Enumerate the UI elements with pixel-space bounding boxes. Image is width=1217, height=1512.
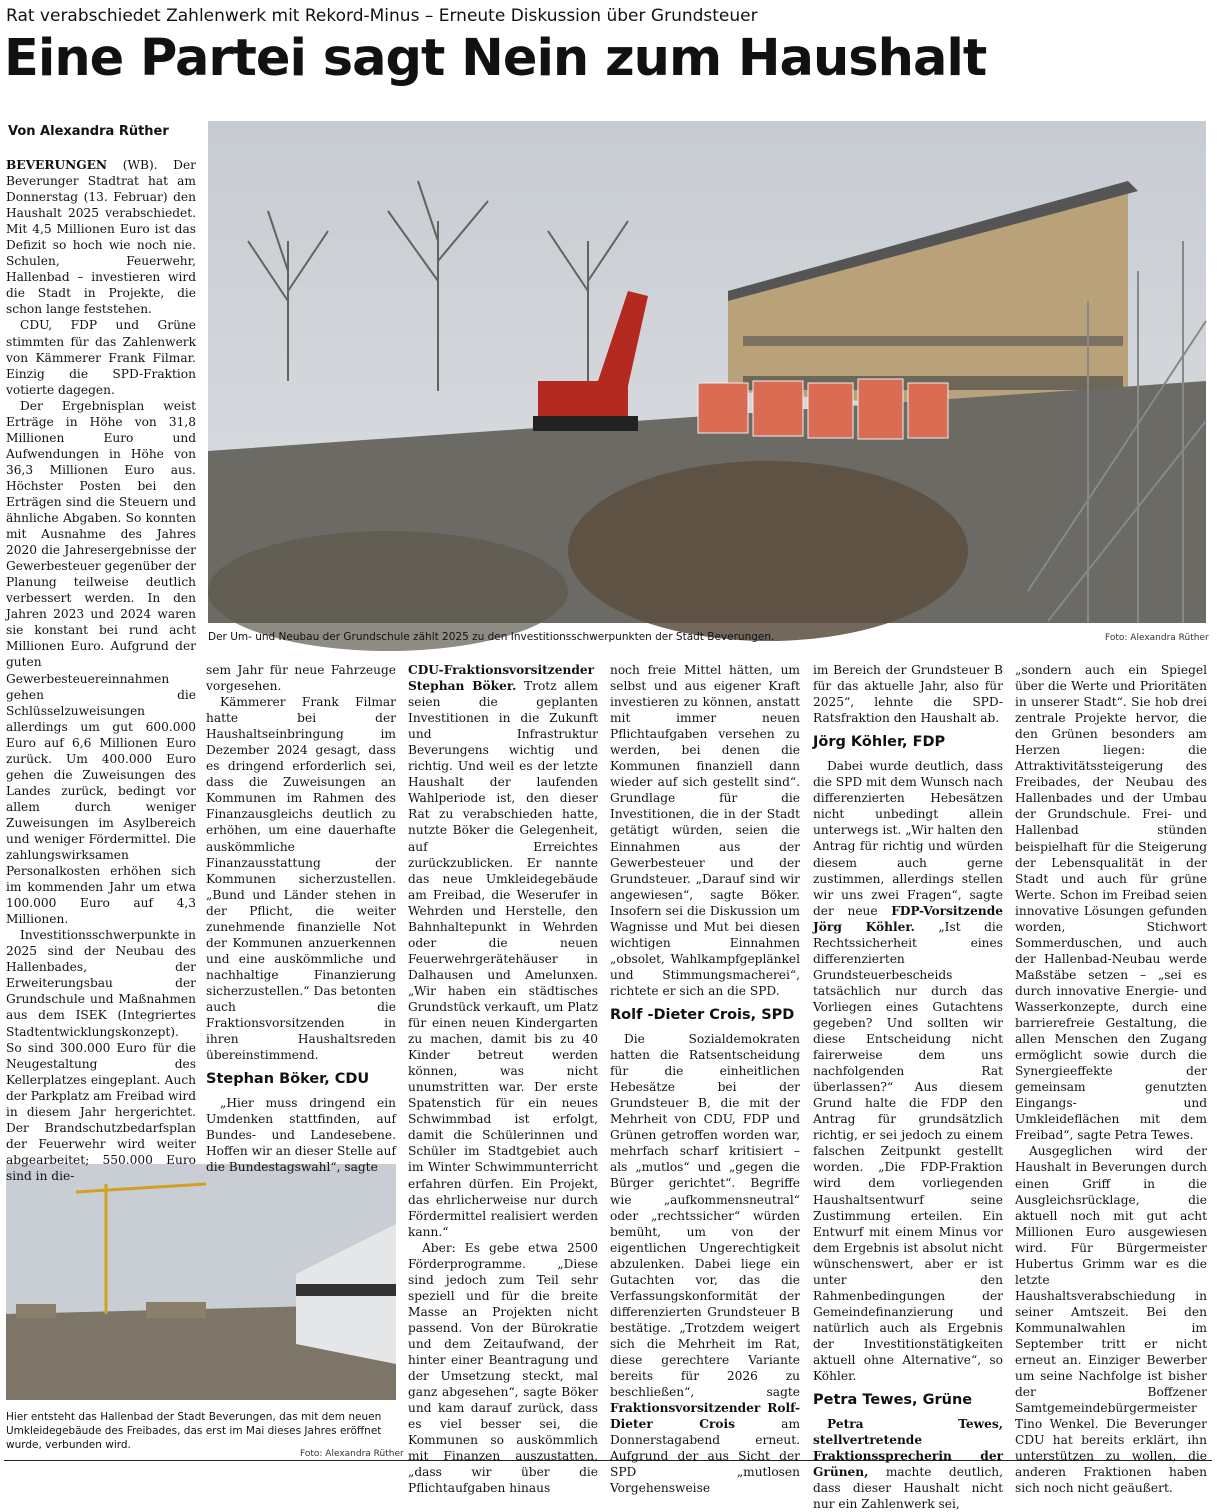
col5-p3: „Ist die Rechtssicherheit eines differenzierten Grundsteuerbescheids tatsächlich nur durch das Vorliegen eines Gutachtens gegeben? Und sollten wir diese Entscheidung nicht fairerweise dem uns nachfolgenden Rat überlassen?“ Aus diesem Grund halte die FDP den Antrag für grundsätzlich richtig, er sei jedoch zu einem falschen Zeitpunkt gestellt worden. „Die FDP-Fraktion wird dem vorliegenden Haushaltsentwurf seine Zustimmung erteilen. Ein Entwurf mit einem Minus vor dem Ergebnis ist absolut nicht wünschenswert, aber er ist unter den Rahmenbedingungen der Gemeindefinanzierung und natürlich auch als Ergebnis der Investitionstätigkeiten aktuell ohne Alternative“, so Köhler. bbox=[813, 919, 1003, 1384]
column-4 bbox=[610, 662, 800, 1496]
second-photo bbox=[6, 1164, 396, 1400]
second-photo-caption: Hier entsteht das Hallenbad der Stadt Beverungen, das mit dem neuen Umkleidegebäude des Freibades, das erst im Mai dieses Jahres eröffnet wurde, verbunden wird. bbox=[6, 1411, 382, 1451]
col1-p4: Investitionsschwerpunkte in 2025 sind der Neubau des Hallenbades, der Erweiterungsbau der Grundschule und Maßnahmen aus dem ISEK (Integriertes Stadtentwicklungskonzept). So sind 300.000 Euro für die Neugestaltung des Kellerplatzes eingeplant. Auch der Parkplatz am Freibad wird in diesem Jahr hergerichtet. Der Brandschutzbedarfsplan der Feuerwehr wird weiter abgearbeitet; 550.000 Euro sind in die- bbox=[6, 928, 196, 1183]
col5-p4: machte deutlich, dass dieser Haushalt nicht nur ein Zahlenwerk sei, bbox=[813, 1465, 1004, 1512]
column-3 bbox=[408, 662, 598, 1496]
col4-p3: am Donnerstagabend erneut. Aufgrund der aus Sicht der SPD „mutlosen Vorgehensweise bbox=[610, 1417, 800, 1496]
author-byline: Von Alexandra Rüther bbox=[8, 124, 169, 139]
col4-p1: noch freie Mittel hätten, um selbst und aus eigener Kraft investieren zu können, anstatt mit immer neuen Pflichtaufgaben versehen zu werden, bei denen die Kommunen finanziell dann wieder auf sich gestellt sind“. Grundlage für die Investitionen, die in der Stadt getätigt würden, seien die Einnahmen aus der Gewerbesteuer und der Grundsteuer. „Darauf sind wir angewiesen“, sagte Böker. Insofern sei die Diskussion um Wagnisse und Mut bei diesen wichtigen Einnahmen „obsolet, Wahlkampfgeplänkel und Stimmungsmacherei“, richtete er sich an die SPD. bbox=[610, 663, 800, 998]
kicker: Rat verabschiedet Zahlenwerk mit Rekord-Minus – Erneute Diskussion über Grundsteuer bbox=[6, 6, 758, 26]
column-1 bbox=[6, 157, 196, 1183]
main-photo-credit: Foto: Alexandra Rüther bbox=[1105, 633, 1209, 643]
column-6 bbox=[1015, 662, 1207, 1496]
lead-tewes: Petra Tewes, stellvertretende Fraktionssprecherin der Grünen, bbox=[813, 1417, 1003, 1480]
lead-boeker: CDU-Fraktionsvorsitzender Stephan Böker. bbox=[408, 663, 595, 694]
col6-p2: Ausgeglichen wird der Haushalt in Beverungen durch einen Griff in die Ausgleichsrücklage, die aktuell noch mit gut acht Millionen Euro ausgewiesen wird. Für Bürgermeister Hubertus Grimm war es die letzte Haushaltsverabschiedung in seiner Amtszeit. Bei den Kommunalwahlen im September tritt er nicht erneut an. Einziger Bewerber um seine Nachfolge ist bisher der Boffzener Samtgemeindebürgermeister Tino Wenkel. Die Beverunger CDU hat bereits erklärt, ihn unterstützen zu wollen, die anderen Fraktionen haben sich noch nicht geäußert. bbox=[1015, 1144, 1207, 1496]
subhead-koehler: Jörg Köhler, FDP bbox=[813, 734, 946, 751]
main-photo bbox=[208, 121, 1206, 623]
second-photo-credit: Foto: Alexandra Rüther bbox=[300, 1449, 404, 1459]
column-2 bbox=[206, 662, 396, 1175]
lead-koehler: FDP-Vorsitzende Jörg Köhler. bbox=[813, 903, 1003, 934]
dateline: BEVERUNGEN bbox=[6, 158, 108, 172]
column-5 bbox=[813, 662, 1004, 1512]
col2-p2: Kämmerer Frank Filmar hatte bei der Haushaltseinbringung im Dezember 2024 gesagt, dass es dringend erforderlich sei, dass die Zuweisungen an Kommunen im Rahmen des Finanzausgleichs deutlich zu erhöhen, um eine dauerhafte auskömmliche Finanzausstattung der Kommunen sicherzustellen. „Bund und Länder stehen in der Pflicht, die weiter zunehmende finanzielle Not der Kommunen anzuerkennen und eine auskömmliche und nachhaltige Finanzierung sicherzustellen.“ Das betonten auch die Fraktionsvorsitzenden in ihren Haushaltsreden übereinstimmend. bbox=[206, 695, 396, 1063]
subhead-crois: Rolf -Dieter Crois, SPD bbox=[610, 1006, 795, 1023]
headline: Eine Partei sagt Nein zum Haushalt bbox=[4, 29, 987, 88]
col3-p1: Trotz allem seien die geplanten Investitionen in die Zukunft und Infrastruktur Beverungens wichtig und richtig. Und weil es der letzte Haushalt der laufenden Wahlperiode ist, den dieser Rat zu verabschieden hatte, nutzte Böker die Gelegenheit, auf Erreichtes zurückzublicken. Er nannte das neue Umkleidegebäude am Freibad, die Weserufer in Wehrden und Herstelle, den Bahnhaltepunkt in Wehrden oder die neuen Feuerwehrgerätehäuser in Dalhausen und Amelunxen. „Wir haben ein städtisches Grundstück verkauft, um Platz für einen neuen Kindergarten zu machen, damit bis zu 40 Kinder betreut werden können, was nicht unumstritten war. Der erste Spatenstich für ein neues Schwimmbad ist erfolgt, damit die Schülerinnen und Schüler im Stadtgebiet auch im Winter Schwimmunterricht erfahren dürfen. Ein Projekt, das ehrlicherweise nur durch Fördermittel realisiert werden kann.“ bbox=[408, 679, 598, 1239]
col5-p1: im Bereich der Grundsteuer B für das aktuelle Jahr, also für 2025“, lehnte die SPD-Ratsfraktion den Haushalt ab. bbox=[813, 663, 1003, 726]
main-photo-caption: Der Um- und Neubau der Grundschule zählt 2025 zu den Investitionsschwerpunkten der Stadt Beverungen. bbox=[208, 631, 775, 643]
col2-p3: „Hier muss dringend ein Umdenken stattfinden, auf Bundes- und Landesebene. Hoffen wir an dieser Stelle auf die Bundestagswahl“, sagte bbox=[206, 1096, 396, 1175]
subhead-boeker: Stephan Böker, CDU bbox=[206, 1071, 370, 1088]
col1-p2: CDU, FDP und Grüne stimmten für das Zahlenwerk von Kämmerer Frank Filmar. Einzig die SPD-Fraktion votierte dagegen. bbox=[6, 318, 196, 397]
col2-p1: sem Jahr für neue Fahrzeuge vorgesehen. bbox=[206, 663, 396, 694]
col5-p2: Dabei wurde deutlich, dass die SPD mit dem Wunsch nach differenzierten Hebesätzen nicht unbedingt allein unterwegs ist. „Wir halten den Antrag für richtig und würden diesem auch gerne zustimmen, allerdings stellen wir uns zwei Fragen“, sagte der neue bbox=[813, 759, 1003, 918]
col1-p3: Der Ergebnisplan weist Erträge in Höhe von 31,8 Millionen Euro und Aufwendungen in Höhe von 36,3 Millionen Euro aus. Höchster Posten bei den Erträgen sind die Steuern und ähnliche Abgaben. So konnten mit Ausnahme des Jahres 2020 die Jahresergebnisse der Gewerbesteuer gegenüber der Planung teilweise deutlich verbessert werden. In den Jahren 2023 und 2024 waren sie konstant bei rund acht Millionen Euro. Aufgrund der guten Gewerbesteuereinnahmen gehen die Schlüsselzuweisungen allerdings um gut 600.000 Euro auf 6,6 Millionen Euro zurück. Um 400.000 Euro gehen die Zuweisungen des Landes zurück, bedingt vor allem durch weniger Zuweisungen im Asylbereich und weniger Fördermittel. Die zahlungswirksamen Personalkosten erhöhen sich im kommenden Jahr um etwa 100.000 Euro auf 4,3 Millionen. bbox=[6, 398, 196, 927]
col6-p1: „sondern auch ein Spiegel über die Werte und Prioritäten in unserer Stadt“. Sie hob drei zentrale Projekte hervor, die den Grünen besonders am Herzen liegen: die Attraktivitätssteigerung des Freibades, der Neubau des Hallenbades und der Umbau der Grundschule. Frei- und Hallenbad stünden beispielhaft für die Steigerung der Lebensqualität in der Stadt und auch für grüne Werte. Schon im Freibad seien innovative Lösungen gefunden worden, Stichwort Sommerduschen, und auch der Hallenbad-Neubau werde Maßstäbe setzen – „sei es durch innovative Energie- und Wasserkonzepte, durch eine barrierefreie Gestaltung, die allen Menschen den Zugang ermöglicht sowie durch die Synergieeffekte der gemeinsam genutzten Eingangs- und Umkleideflächen mit dem Freibad“, sagte Petra Tewes. bbox=[1015, 663, 1207, 1143]
col4-p2: Die Sozialdemokraten hatten die Ratsentscheidung für die einheitlichen Hebesätze bei der Grundsteuer B, die mit der Mehrheit von CDU, FDP und Grünen getroffen worden war, mehrfach scharf kritisiert – als „mutlos“ und „gegen die Bürger gerichtet“. Begriffe wie „aufkommensneutral“ oder „rechtssicher“ würden bemüht, um von der eigentlichen Ungerechtigkeit abzulenken. Dabei liege ein Gutachten vor, das die Verfassungskonformität der differenzierten Grundsteuer B bestätige. „Trotzdem weigert sich die Mehrheit im Rat, diese gerechtere Variante bereits für 2026 zu beschließen“, sagte bbox=[610, 1032, 800, 1400]
lead-crois: Fraktionsvorsitzender Rolf-Dieter Crois bbox=[610, 1401, 800, 1432]
col3-p2: Aber: Es gebe etwa 2500 Förderprogramme. „Diese sind jedoch zum Teil sehr speziell und für die breite Masse an Projekten nicht passend. Von der Bürokratie und dem Zeitaufwand, der hinter einer Beantragung und der Umsetzung steckt, mal ganz abgesehen“, sagte Böker und kam darauf zurück, dass es viel besser sei, die Kommunen so auskömmlich mit Finanzen auszustatten, „dass wir über die Pflichtaufgaben hinaus bbox=[408, 1240, 598, 1496]
subhead-tewes: Petra Tewes, Grüne bbox=[813, 1392, 973, 1409]
col1-p1: (WB). Der Beverunger Stadtrat hat am Donnerstag (13. Februar) den Haushalt 2025 verabschiedet. Mit 4,5 Millionen Euro ist das Defizit so hoch wie noch nie. Schulen, Feuerwehr, Hallenbad – investieren wird die Stadt in Projekte, die schon lange feststehen. bbox=[6, 158, 196, 317]
